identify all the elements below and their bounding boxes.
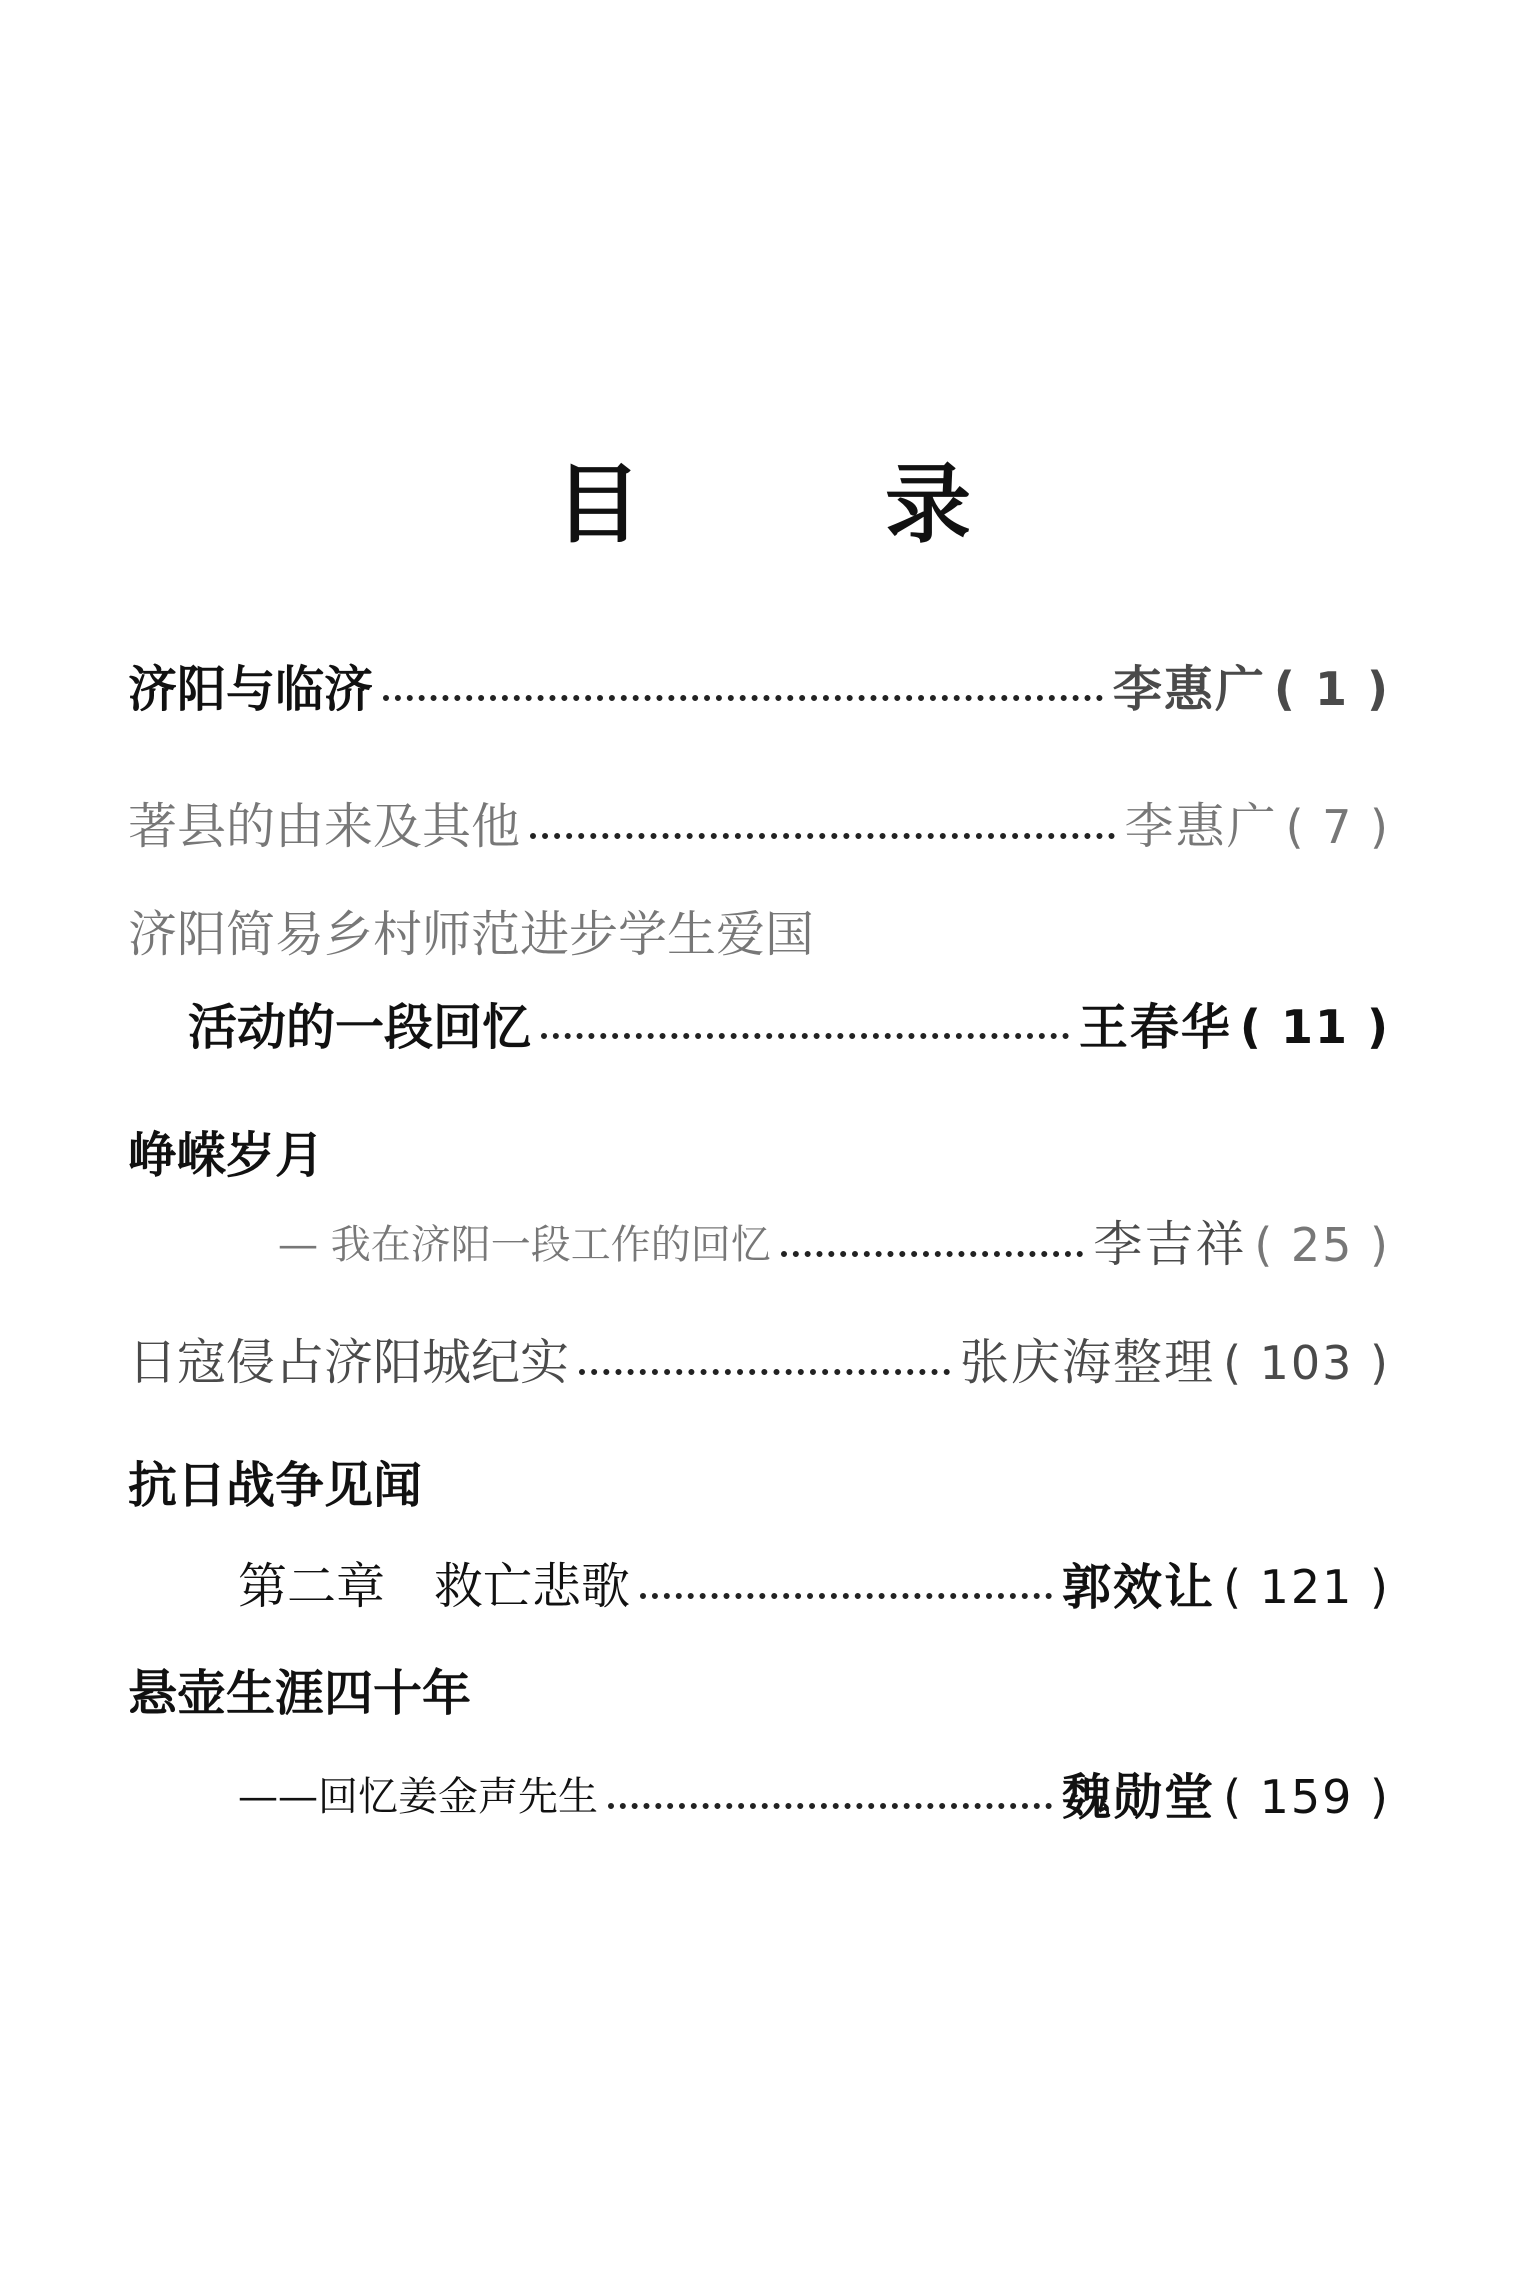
toc-entry bbox=[238, 1542, 1390, 1632]
toc-entry-author: 张庆海整理 bbox=[960, 1334, 1216, 1391]
toc-dot-leader bbox=[579, 1363, 950, 1375]
page-title-char-2: 录 bbox=[885, 455, 971, 555]
toc-entry-title: 峥嵘岁月 bbox=[128, 1126, 325, 1184]
toc-dot-leader bbox=[530, 827, 1115, 839]
toc-entry-author: 李吉祥 bbox=[1093, 1216, 1247, 1273]
toc-entry bbox=[238, 1752, 1390, 1842]
toc-entry-page: ( 11 ) bbox=[1239, 1000, 1390, 1054]
toc-entry bbox=[128, 782, 1390, 872]
toc-entry-page: ( 7 ) bbox=[1285, 800, 1390, 854]
page-title-char-1: 目 bbox=[555, 455, 641, 555]
toc-entry-title: 活动的一段回忆 bbox=[188, 998, 532, 1056]
toc-dot-leader bbox=[781, 1245, 1084, 1257]
toc-entry-heading-line bbox=[128, 890, 1390, 980]
toc-entry-title: 抗日战争见闻 bbox=[128, 1456, 423, 1514]
toc-dot-leader bbox=[608, 1797, 1052, 1809]
toc-dot-leader bbox=[383, 689, 1103, 701]
toc-entry-page: ( 103 ) bbox=[1223, 1336, 1390, 1390]
toc-entry-author: 郭效让 bbox=[1062, 1558, 1216, 1616]
toc-entry-heading-line bbox=[128, 1648, 1390, 1738]
toc-entry-heading-line bbox=[128, 1440, 1390, 1530]
toc-entry-title: — 我在济阳一段工作的回忆 bbox=[278, 1222, 771, 1268]
toc-entry bbox=[128, 644, 1390, 734]
toc-entry bbox=[278, 1200, 1390, 1290]
toc-entry-title: 日寇侵占济阳城纪实 bbox=[128, 1334, 570, 1391]
toc-entry-author: 李惠广 bbox=[1112, 660, 1266, 718]
toc-entry-page: ( 159 ) bbox=[1223, 1770, 1390, 1824]
toc-entry-title: 第二章 救亡悲歌 bbox=[238, 1558, 631, 1615]
toc-entry-title: 济阳与临济 bbox=[128, 660, 374, 718]
toc-entry-page: ( 1 ) bbox=[1273, 662, 1390, 716]
toc-entry-author: 王春华 bbox=[1078, 998, 1232, 1056]
toc-entry-title: ——回忆姜金声先生 bbox=[238, 1774, 598, 1820]
toc-entry-title: 悬壶生涯四十年 bbox=[128, 1664, 472, 1722]
toc-dot-leader bbox=[640, 1587, 1052, 1599]
toc-entry-title: 著县的由来及其他 bbox=[128, 798, 521, 855]
toc-entry bbox=[188, 982, 1390, 1072]
toc-entry-author: 魏勋堂 bbox=[1062, 1768, 1216, 1826]
toc-entry-page: ( 25 ) bbox=[1254, 1218, 1390, 1272]
toc-entry-title: 济阳简易乡村师范进步学生爱国 bbox=[128, 906, 815, 963]
toc-entry-heading-line bbox=[128, 1110, 1390, 1200]
toc-entry bbox=[128, 1318, 1390, 1408]
toc-dot-leader bbox=[541, 1027, 1069, 1039]
toc-entry-author: 李惠广 bbox=[1124, 798, 1278, 855]
toc-entry-page: ( 121 ) bbox=[1223, 1560, 1390, 1614]
